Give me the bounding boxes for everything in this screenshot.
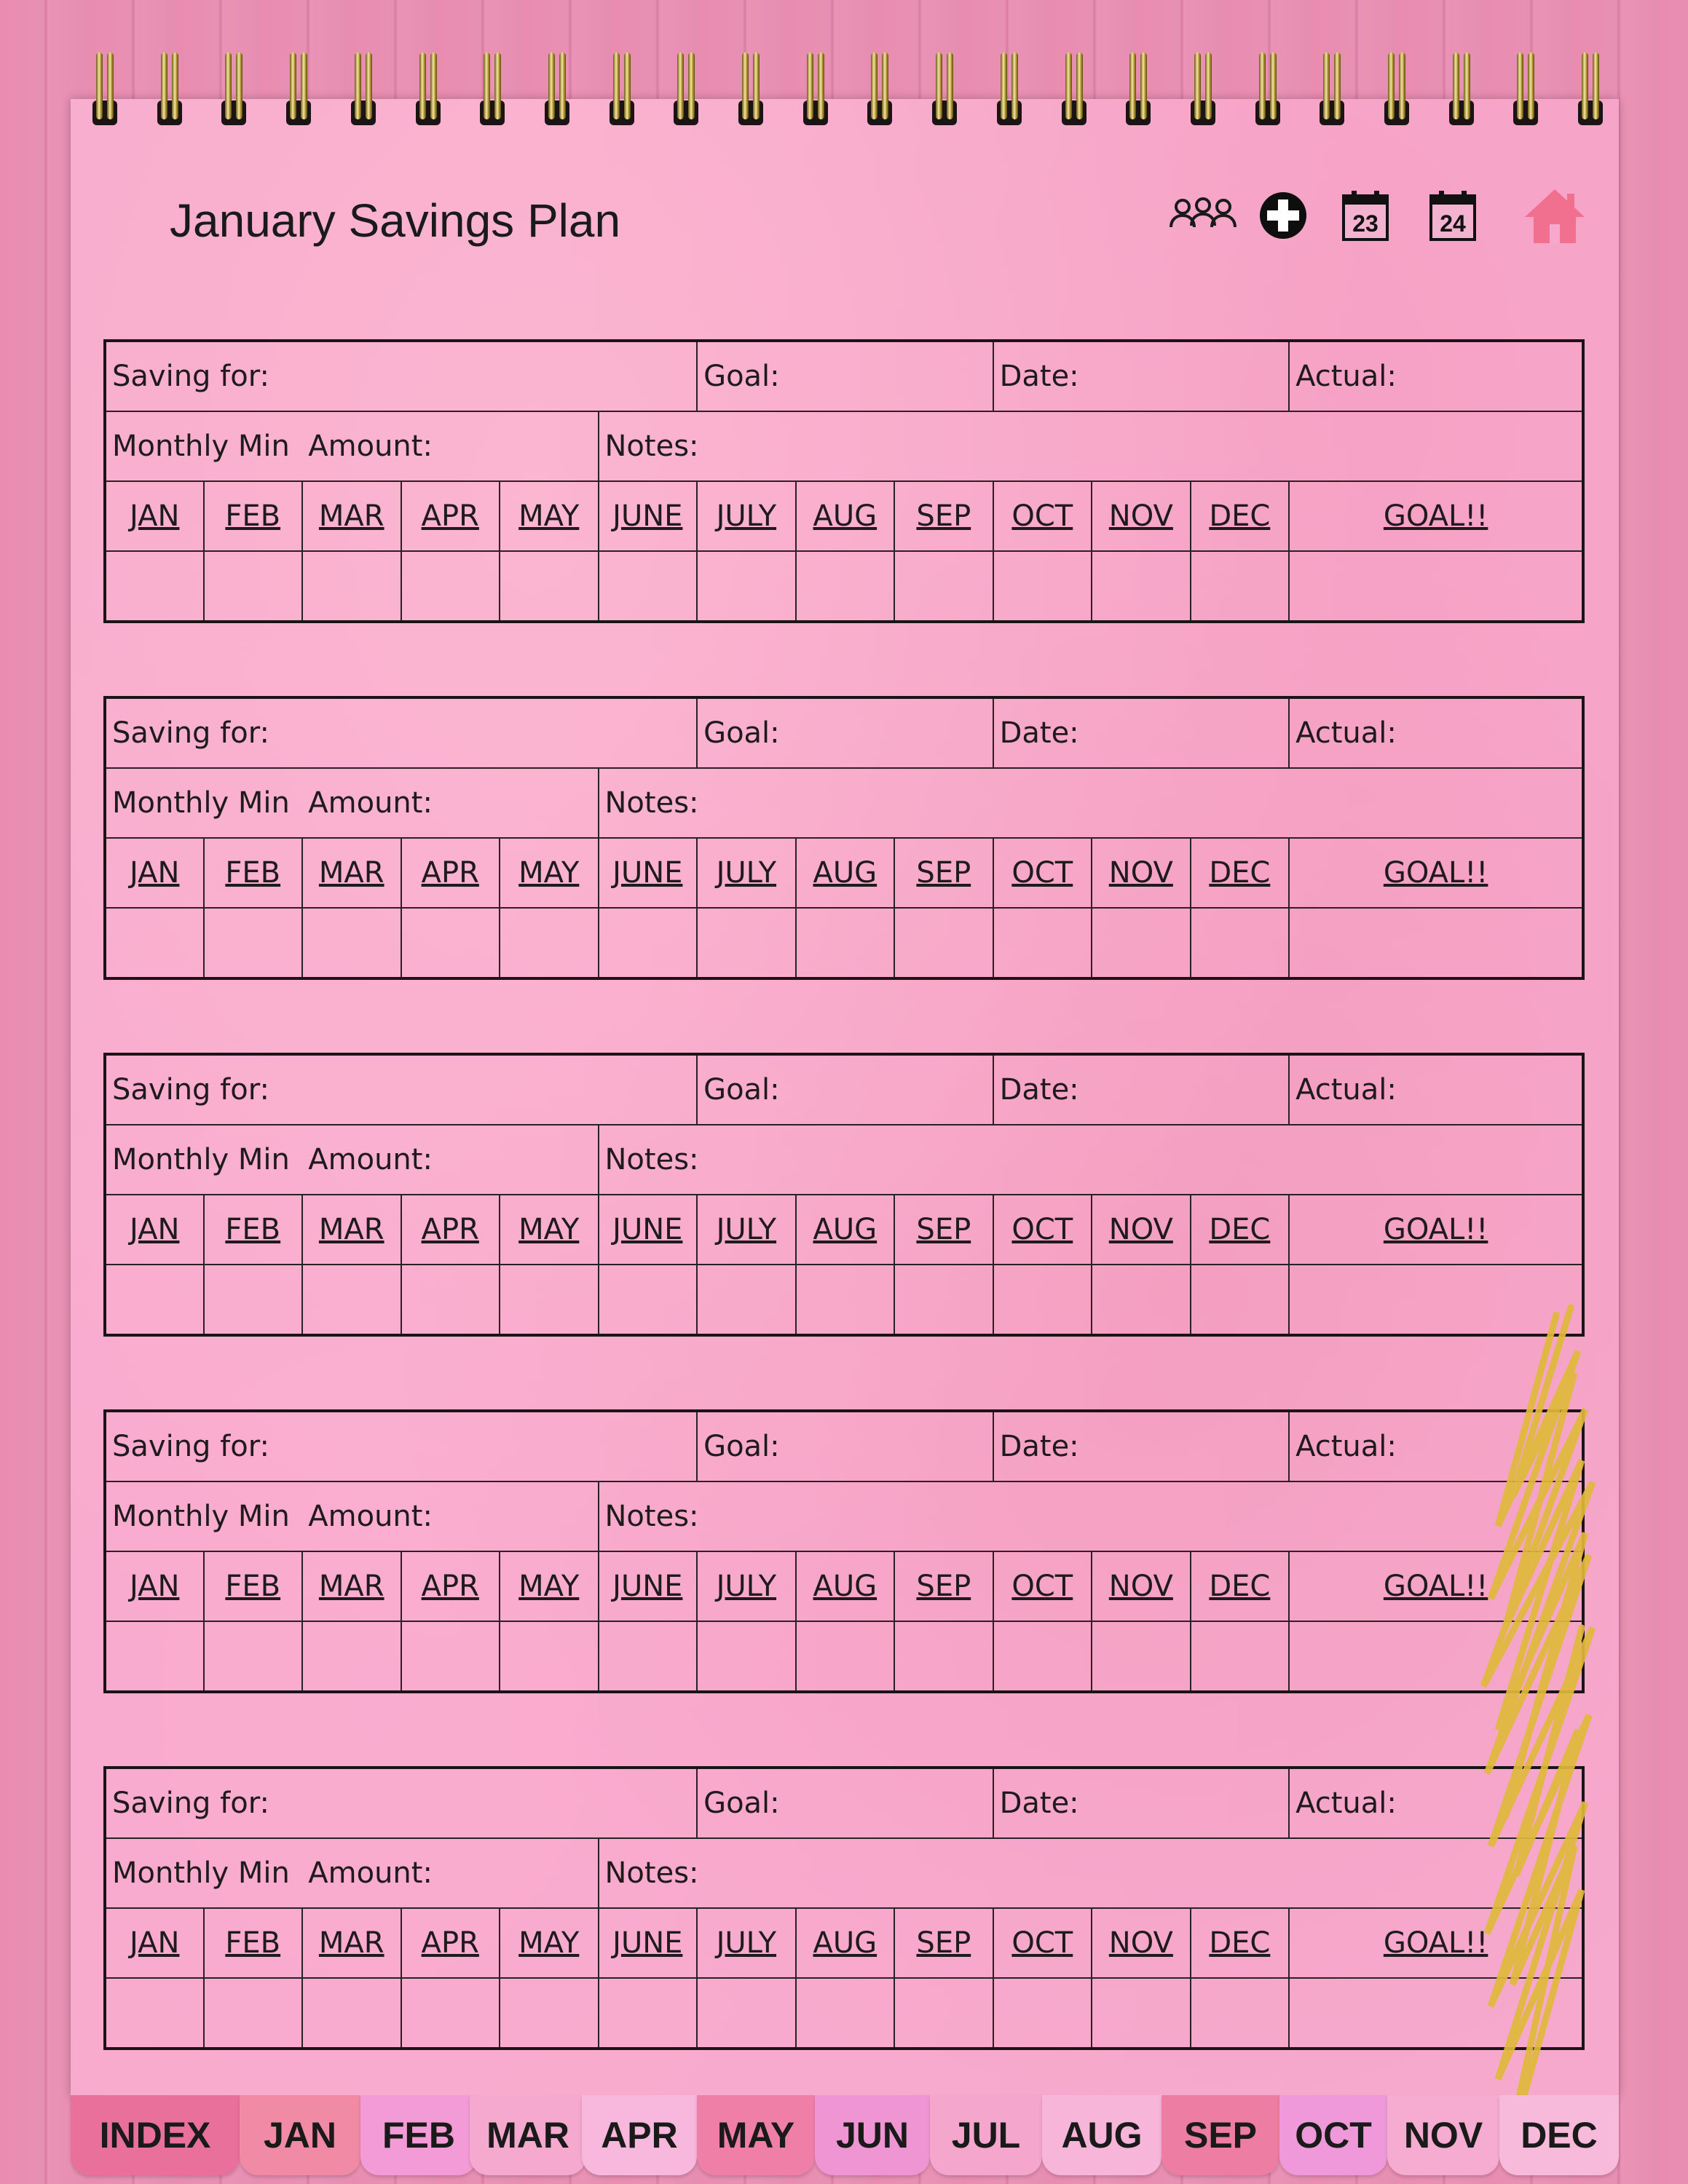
month-link[interactable]: MAY <box>500 1551 599 1621</box>
amount-cell[interactable] <box>796 1265 895 1335</box>
date-field[interactable]: Date: <box>993 1054 1290 1125</box>
amount-cell[interactable] <box>105 1978 204 2049</box>
calendar-icon-23[interactable] <box>1336 186 1395 245</box>
month-link[interactable]: FEB <box>204 1195 303 1265</box>
amount-cell[interactable] <box>401 551 500 622</box>
binding-ring <box>1513 54 1538 119</box>
goal-field[interactable]: Goal: <box>697 697 993 768</box>
month-link[interactable]: JULY <box>697 1195 796 1265</box>
binding-ring <box>803 54 828 119</box>
month-link[interactable]: FEB <box>204 1908 303 1978</box>
amount-cell[interactable] <box>1289 1978 1583 2049</box>
tab-jan[interactable]: JAN <box>240 2095 360 2175</box>
savings-plan-table <box>103 1766 1585 2050</box>
month-link[interactable]: MAY <box>500 1195 599 1265</box>
notes-field[interactable]: Notes: <box>599 1125 1584 1195</box>
amount-cell[interactable] <box>401 1265 500 1335</box>
actual-field[interactable]: Actual: <box>1289 1054 1583 1125</box>
tab-mar[interactable]: MAR <box>470 2095 586 2175</box>
date-field[interactable]: Date: <box>993 1768 1290 1838</box>
tab-nov[interactable]: NOV <box>1387 2095 1499 2175</box>
amount-cell[interactable] <box>500 1621 599 1692</box>
tab-jul[interactable]: JUL <box>930 2095 1042 2175</box>
saving-for-field[interactable]: Saving for: <box>105 1411 697 1481</box>
amount-cell[interactable] <box>105 1265 204 1335</box>
binding-ring <box>932 54 957 119</box>
month-link[interactable]: AUG <box>796 838 895 908</box>
amount-cell[interactable] <box>204 1978 303 2049</box>
month-link[interactable]: NOV <box>1092 1195 1191 1265</box>
actual-field[interactable]: Actual: <box>1289 697 1583 768</box>
binding-ring <box>221 54 246 119</box>
amount-cell[interactable] <box>302 1265 401 1335</box>
svg-text:24: 24 <box>1440 210 1466 237</box>
month-link[interactable]: OCT <box>993 838 1092 908</box>
month-link[interactable]: MAR <box>302 1551 401 1621</box>
amount-cell[interactable] <box>1191 551 1290 622</box>
month-link[interactable]: JAN <box>105 481 204 551</box>
monthly-min-field[interactable]: Monthly Min Amount: <box>105 768 599 838</box>
month-link[interactable]: DEC <box>1191 1195 1290 1265</box>
month-link[interactable]: NOV <box>1092 838 1191 908</box>
amount-cell[interactable] <box>1191 908 1290 978</box>
binding-ring <box>1255 54 1280 119</box>
binding-ring <box>867 54 892 119</box>
monthly-min-field[interactable]: Monthly Min Amount: <box>105 1125 599 1195</box>
month-link[interactable]: NOV <box>1092 1908 1191 1978</box>
amount-cell[interactable] <box>993 551 1092 622</box>
month-link[interactable]: JUNE <box>599 838 698 908</box>
month-link[interactable]: JAN <box>105 838 204 908</box>
month-link[interactable]: JULY <box>697 838 796 908</box>
tab-feb[interactable]: FEB <box>360 2095 477 2175</box>
amount-cell[interactable] <box>894 908 993 978</box>
tab-sep[interactable]: SEP <box>1162 2095 1279 2175</box>
month-link[interactable]: AUG <box>796 1908 895 1978</box>
monthly-min-field[interactable]: Monthly Min Amount: <box>105 411 599 481</box>
goal-header: GOAL!! <box>1289 838 1583 908</box>
amount-cell[interactable] <box>500 551 599 622</box>
savings-plan-table <box>103 1409 1585 1693</box>
month-link[interactable]: MAR <box>302 838 401 908</box>
amount-cell[interactable] <box>993 1621 1092 1692</box>
amount-cell[interactable] <box>796 1621 895 1692</box>
month-link[interactable]: SEP <box>894 1195 993 1265</box>
month-link[interactable]: MAY <box>500 1908 599 1978</box>
amount-cell[interactable] <box>401 908 500 978</box>
amount-cell[interactable] <box>796 1978 895 2049</box>
date-field[interactable]: Date: <box>993 697 1290 768</box>
binding-ring <box>286 54 311 119</box>
month-link[interactable]: OCT <box>993 1908 1092 1978</box>
goal-header: GOAL!! <box>1289 1551 1583 1621</box>
goal-field[interactable]: Goal: <box>697 1411 993 1481</box>
amount-cell[interactable] <box>993 1978 1092 2049</box>
tab-index[interactable]: INDEX <box>71 2095 240 2175</box>
amount-cell[interactable] <box>1191 1265 1290 1335</box>
savings-plan-table <box>103 696 1585 980</box>
people-icon[interactable] <box>1167 186 1239 245</box>
amount-cell[interactable] <box>894 1978 993 2049</box>
amount-cell[interactable] <box>993 1265 1092 1335</box>
month-link[interactable]: JULY <box>697 1551 796 1621</box>
tab-dec[interactable]: DEC <box>1499 2095 1619 2175</box>
binding-ring <box>157 54 182 119</box>
page-title: January Savings Plan <box>170 194 621 247</box>
notes-field[interactable]: Notes: <box>599 1838 1584 1908</box>
actual-field[interactable]: Actual: <box>1289 1411 1583 1481</box>
binding-ring <box>480 54 505 119</box>
tab-jun[interactable]: JUN <box>815 2095 930 2175</box>
monthly-min-field[interactable]: Monthly Min Amount: <box>105 1838 599 1908</box>
month-link[interactable]: SEP <box>894 1908 993 1978</box>
month-link[interactable]: JAN <box>105 1195 204 1265</box>
month-link[interactable]: AUG <box>796 481 895 551</box>
amount-cell[interactable] <box>796 551 895 622</box>
amount-cell[interactable] <box>1092 551 1191 622</box>
tab-oct[interactable]: OCT <box>1279 2095 1387 2175</box>
notes-field[interactable]: Notes: <box>599 768 1584 838</box>
month-link[interactable]: APR <box>401 481 500 551</box>
month-link[interactable]: DEC <box>1191 1908 1290 1978</box>
goal-field[interactable]: Goal: <box>697 341 993 411</box>
amount-cell[interactable] <box>697 1978 796 2049</box>
amount-cell[interactable] <box>697 1621 796 1692</box>
binding-ring <box>1126 54 1151 119</box>
amount-cell[interactable] <box>599 551 698 622</box>
binding-ring <box>416 54 441 119</box>
month-link[interactable]: JUNE <box>599 481 698 551</box>
notes-field[interactable]: Notes: <box>599 411 1584 481</box>
binding-ring <box>997 54 1022 119</box>
binding-ring <box>1191 54 1215 119</box>
amount-cell[interactable] <box>1092 1265 1191 1335</box>
month-link[interactable]: MAR <box>302 1908 401 1978</box>
savings-plan-table <box>103 1053 1585 1337</box>
month-link[interactable]: JULY <box>697 1908 796 1978</box>
month-link[interactable]: FEB <box>204 838 303 908</box>
binding-ring <box>351 54 376 119</box>
binding-ring <box>610 54 634 119</box>
saving-for-field[interactable]: Saving for: <box>105 341 697 411</box>
amount-cell[interactable] <box>599 1265 698 1335</box>
amount-cell[interactable] <box>599 908 698 978</box>
amount-cell[interactable] <box>993 908 1092 978</box>
amount-cell[interactable] <box>302 908 401 978</box>
amount-cell[interactable] <box>1092 908 1191 978</box>
amount-cell[interactable] <box>1191 1621 1290 1692</box>
month-link[interactable]: SEP <box>894 838 993 908</box>
month-link[interactable]: JUNE <box>599 1551 698 1621</box>
month-link[interactable]: JAN <box>105 1551 204 1621</box>
month-link[interactable]: FEB <box>204 481 303 551</box>
amount-cell[interactable] <box>1191 1978 1290 2049</box>
month-link[interactable]: OCT <box>993 481 1092 551</box>
tab-apr[interactable]: APR <box>582 2095 697 2175</box>
month-link[interactable]: OCT <box>993 1195 1092 1265</box>
saving-for-field[interactable]: Saving for: <box>105 697 697 768</box>
binding-ring <box>1578 54 1603 119</box>
saving-for-field[interactable]: Saving for: <box>105 1768 697 1838</box>
goal-field[interactable]: Goal: <box>697 1768 993 1838</box>
month-link[interactable]: MAY <box>500 838 599 908</box>
amount-cell[interactable] <box>697 551 796 622</box>
month-link[interactable]: JULY <box>697 481 796 551</box>
tab-may[interactable]: MAY <box>697 2095 815 2175</box>
amount-cell[interactable] <box>204 551 303 622</box>
binding-ring <box>1449 54 1474 119</box>
amount-cell[interactable] <box>302 1978 401 2049</box>
month-link[interactable]: JUNE <box>599 1908 698 1978</box>
amount-cell[interactable] <box>204 908 303 978</box>
amount-cell[interactable] <box>1092 1978 1191 2049</box>
amount-cell[interactable] <box>500 908 599 978</box>
amount-cell[interactable] <box>105 908 204 978</box>
amount-cell[interactable] <box>1092 1621 1191 1692</box>
binding-ring <box>545 54 569 119</box>
month-link[interactable]: APR <box>401 1195 500 1265</box>
month-link[interactable]: SEP <box>894 1551 993 1621</box>
amount-cell[interactable] <box>1289 1265 1583 1335</box>
tab-aug[interactable]: AUG <box>1042 2095 1162 2175</box>
month-link[interactable]: JAN <box>105 1908 204 1978</box>
binding-ring <box>674 54 698 119</box>
month-link[interactable]: DEC <box>1191 1551 1290 1621</box>
month-link[interactable]: AUG <box>796 1551 895 1621</box>
amount-cell[interactable] <box>1289 551 1583 622</box>
amount-cell[interactable] <box>894 1265 993 1335</box>
amount-cell[interactable] <box>204 1265 303 1335</box>
amount-cell[interactable] <box>401 1978 500 2049</box>
calendar-icon-24[interactable] <box>1424 186 1482 245</box>
amount-cell[interactable] <box>302 551 401 622</box>
amount-cell[interactable] <box>697 908 796 978</box>
month-link[interactable]: MAY <box>500 481 599 551</box>
amount-cell[interactable] <box>500 1978 599 2049</box>
month-link[interactable]: DEC <box>1191 481 1290 551</box>
month-link[interactable]: SEP <box>894 481 993 551</box>
savings-plan-table <box>103 339 1585 623</box>
amount-cell[interactable] <box>796 908 895 978</box>
month-link[interactable]: APR <box>401 1908 500 1978</box>
month-link[interactable]: AUG <box>796 1195 895 1265</box>
notes-field[interactable]: Notes: <box>599 1481 1584 1551</box>
amount-cell[interactable] <box>105 1621 204 1692</box>
binding-ring <box>1320 54 1344 119</box>
amount-cell[interactable] <box>500 1265 599 1335</box>
binding-ring <box>92 54 117 119</box>
month-link[interactable]: APR <box>401 1551 500 1621</box>
date-field[interactable]: Date: <box>993 1411 1290 1481</box>
amount-cell[interactable] <box>204 1621 303 1692</box>
amount-cell[interactable] <box>105 551 204 622</box>
month-link[interactable]: FEB <box>204 1551 303 1621</box>
month-link[interactable]: JUNE <box>599 1195 698 1265</box>
month-link[interactable]: NOV <box>1092 481 1191 551</box>
binding-ring <box>1384 54 1409 119</box>
actual-field[interactable]: Actual: <box>1289 341 1583 411</box>
svg-text:23: 23 <box>1352 210 1379 237</box>
plus-circle-icon[interactable] <box>1254 186 1312 245</box>
amount-cell[interactable] <box>599 1621 698 1692</box>
planner-page <box>71 99 1619 2097</box>
home-icon[interactable] <box>1520 186 1590 245</box>
month-link[interactable]: MAR <box>302 481 401 551</box>
amount-cell[interactable] <box>894 1621 993 1692</box>
saving-for-field[interactable]: Saving for: <box>105 1054 697 1125</box>
binding-ring <box>1062 54 1086 119</box>
month-link[interactable]: MAR <box>302 1195 401 1265</box>
goal-header: GOAL!! <box>1289 1908 1583 1978</box>
binding-ring <box>738 54 763 119</box>
month-link[interactable]: OCT <box>993 1551 1092 1621</box>
amount-cell[interactable] <box>599 1978 698 2049</box>
actual-field[interactable]: Actual: <box>1289 1768 1583 1838</box>
goal-header: GOAL!! <box>1289 481 1583 551</box>
goal-field[interactable]: Goal: <box>697 1054 993 1125</box>
amount-cell[interactable] <box>401 1621 500 1692</box>
goal-header: GOAL!! <box>1289 1195 1583 1265</box>
amount-cell[interactable] <box>697 1265 796 1335</box>
monthly-min-field[interactable]: Monthly Min Amount: <box>105 1481 599 1551</box>
amount-cell[interactable] <box>1289 908 1583 978</box>
month-link[interactable]: APR <box>401 838 500 908</box>
month-link[interactable]: NOV <box>1092 1551 1191 1621</box>
date-field[interactable]: Date: <box>993 341 1290 411</box>
month-link[interactable]: DEC <box>1191 838 1290 908</box>
month-tab-bar <box>71 2095 1619 2184</box>
amount-cell[interactable] <box>302 1621 401 1692</box>
amount-cell[interactable] <box>1289 1621 1583 1692</box>
amount-cell[interactable] <box>894 551 993 622</box>
